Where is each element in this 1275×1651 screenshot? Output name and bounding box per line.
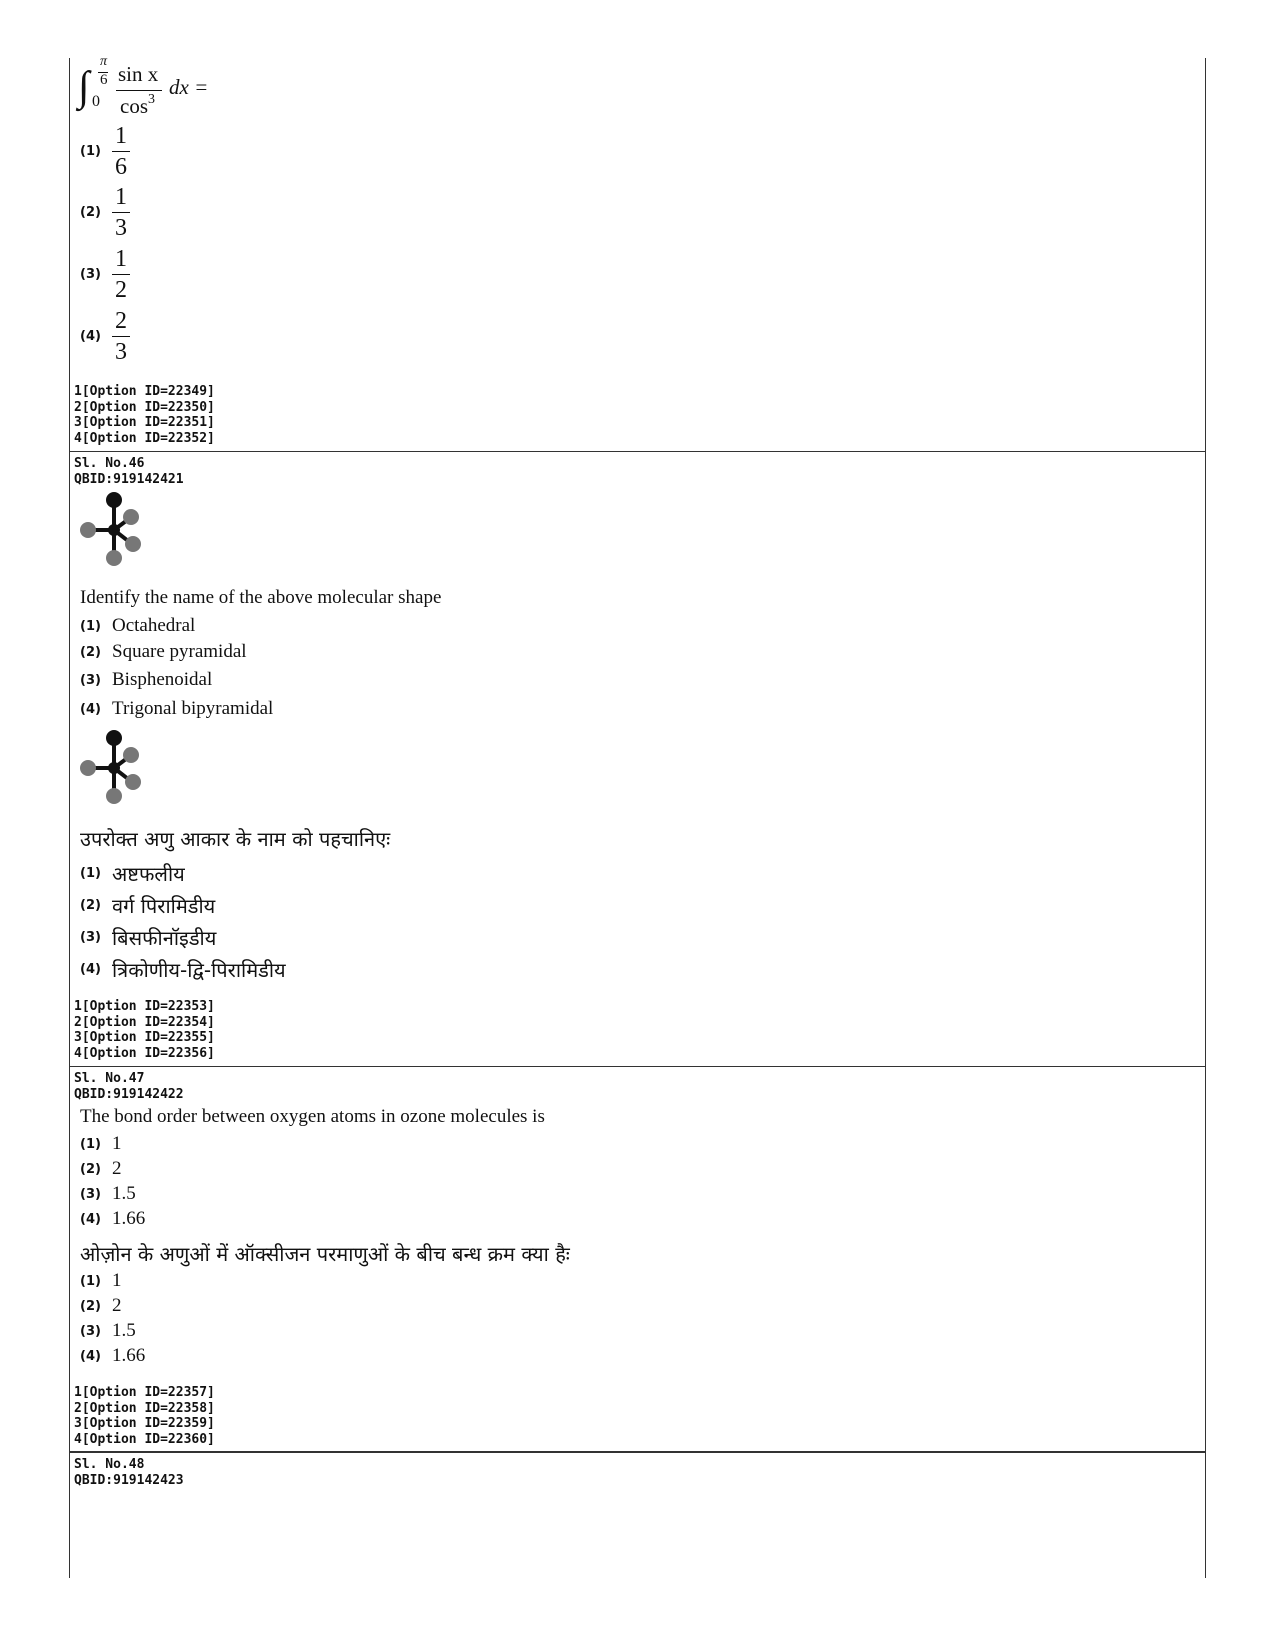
option-number: (2) [80, 644, 101, 660]
upper-limit-den: 6 [100, 72, 108, 88]
option-text: 2 [112, 1295, 122, 1316]
divider-48 [69, 1451, 1206, 1453]
fraction-denominator: 3 [115, 339, 127, 365]
integral-tail: dx = [169, 75, 209, 99]
option-text: Bisphenoidal [112, 669, 213, 690]
denominator-power: 3 [148, 92, 155, 107]
option-id: 4[Option ID=22352] [74, 430, 215, 446]
q46-option-hi-2[interactable] [80, 892, 215, 919]
option-fraction [112, 123, 130, 180]
option-id: 1[Option ID=22357] [74, 1385, 215, 1400]
q46-header [74, 456, 184, 488]
option-id: 2[Option ID=22358] [74, 1400, 215, 1416]
molecule-image-hindi [78, 730, 144, 806]
qbid: QBID:919142423 [74, 1473, 184, 1488]
q46-question-hi: उपरोक्त अणु आकार के नाम को पहचानिएः [80, 827, 391, 851]
divider-47 [69, 1066, 1206, 1067]
option-number: (4) [80, 1348, 101, 1364]
fraction-numerator: 2 [115, 308, 127, 334]
q47-option-hi-1[interactable] [80, 1270, 122, 1292]
q47-option-en-2[interactable] [80, 1158, 122, 1180]
option-number: (3) [80, 930, 101, 945]
q47-question-hi: ओज़ोन के अणुओं में ऑक्सीजन परमाणुओं के बीच बन्ध क्रम क्या हैः [80, 1242, 570, 1266]
q46-option-hi-1[interactable] [80, 860, 185, 887]
option-text: बिसफीनॉइडीय [112, 926, 217, 950]
integrand-denominator [120, 92, 155, 119]
q47-option-en-3[interactable] [80, 1183, 136, 1205]
fraction-denominator: 6 [115, 154, 127, 180]
q46-option-hi-3[interactable] [80, 924, 216, 951]
option-number: (3) [80, 267, 101, 282]
q46-option-hi-4[interactable] [80, 956, 286, 983]
option-text: वर्ग पिरामिडीय [112, 894, 216, 918]
q46-option-en-4[interactable] [80, 698, 273, 720]
option-id: 3[Option ID=22359] [74, 1416, 215, 1431]
q46-option-ids [74, 999, 215, 1061]
integral-sign: ∫ [78, 64, 90, 110]
q46-option-en-3[interactable] [80, 669, 212, 691]
q48-header [74, 1457, 184, 1489]
q47-header [74, 1071, 184, 1103]
q47-option-en-4[interactable] [80, 1208, 145, 1230]
q47-option-hi-2[interactable] [80, 1295, 122, 1317]
lower-limit: 0 [92, 93, 100, 110]
option-number: (2) [80, 1298, 101, 1314]
q47-question-en: The bond order between oxygen atoms in ozone molecules is [80, 1106, 545, 1127]
numerator-text: sin x [118, 62, 159, 86]
option-id: 1[Option ID=22349] [74, 384, 215, 399]
option-number: (4) [80, 962, 101, 977]
qbid: QBID:919142421 [74, 472, 184, 487]
option-number: (4) [80, 329, 101, 344]
q45-option-4[interactable] [80, 308, 130, 365]
option-number: (3) [80, 1186, 101, 1202]
fraction-denominator: 2 [115, 277, 127, 303]
option-number: (4) [80, 1211, 101, 1227]
qbid: QBID:919142422 [74, 1087, 184, 1102]
option-number: (1) [80, 618, 101, 634]
option-fraction [112, 184, 130, 241]
q47-option-en-1[interactable] [80, 1133, 122, 1155]
option-fraction [112, 308, 130, 365]
option-text: त्रिकोणीय-द्वि-पिरामिडीय [112, 958, 286, 982]
q45-option-3[interactable] [80, 246, 130, 303]
option-id: 4[Option ID=22356] [74, 1045, 215, 1061]
denominator-text: cos [120, 94, 148, 118]
option-text: 1.66 [112, 1345, 146, 1366]
q47-option-ids [74, 1385, 215, 1447]
option-text: 1.5 [112, 1183, 136, 1204]
option-number: (4) [80, 701, 101, 717]
molecule-image [78, 492, 144, 568]
option-number: (3) [80, 672, 101, 688]
serial-number: Sl. No.47 [74, 1071, 145, 1086]
q46-option-en-1[interactable] [80, 615, 195, 637]
fraction-denominator: 3 [115, 215, 127, 241]
fraction-numerator: 1 [115, 184, 127, 210]
fraction-numerator: 1 [115, 123, 127, 149]
option-number: (1) [80, 866, 101, 881]
option-id: 4[Option ID=22360] [74, 1431, 215, 1447]
option-number: (1) [80, 144, 101, 159]
option-number: (1) [80, 1273, 101, 1289]
q46-option-en-2[interactable] [80, 641, 247, 663]
option-text: 1.5 [112, 1320, 136, 1341]
option-text: 1.66 [112, 1208, 146, 1229]
option-fraction [112, 246, 130, 303]
option-id: 2[Option ID=22350] [74, 399, 215, 415]
divider-46 [69, 451, 1206, 452]
question-frame [69, 58, 1206, 1578]
option-number: (2) [80, 205, 101, 220]
q47-option-hi-4[interactable] [80, 1345, 145, 1367]
q45-option-2[interactable] [80, 184, 130, 241]
option-id: 3[Option ID=22355] [74, 1030, 215, 1045]
q47-option-hi-3[interactable] [80, 1320, 136, 1342]
q46-question-en: Identify the name of the above molecular shape [80, 587, 442, 608]
option-id: 1[Option ID=22353] [74, 999, 215, 1014]
option-text: 2 [112, 1158, 122, 1179]
option-id: 3[Option ID=22351] [74, 415, 215, 430]
option-text: Octahedral [112, 615, 196, 636]
option-text: 1 [112, 1133, 122, 1154]
option-text: Square pyramidal [112, 641, 247, 662]
q45-option-1[interactable] [80, 123, 130, 180]
upper-limit-num: π [100, 54, 108, 69]
integrand-numerator [118, 62, 158, 87]
serial-number: Sl. No.46 [74, 456, 145, 471]
q45-option-ids [74, 384, 215, 446]
option-number: (1) [80, 1136, 101, 1152]
serial-number: Sl. No.48 [74, 1457, 145, 1472]
option-number: (2) [80, 1161, 101, 1177]
option-text: अष्टफलीय [112, 862, 185, 886]
option-text: Trigonal bipyramidal [112, 698, 274, 719]
option-number: (3) [80, 1323, 101, 1339]
option-id: 2[Option ID=22354] [74, 1014, 215, 1030]
fraction-numerator: 1 [115, 246, 127, 272]
option-text: 1 [112, 1270, 122, 1291]
option-number: (2) [80, 898, 101, 913]
fraction-bar [116, 90, 162, 91]
